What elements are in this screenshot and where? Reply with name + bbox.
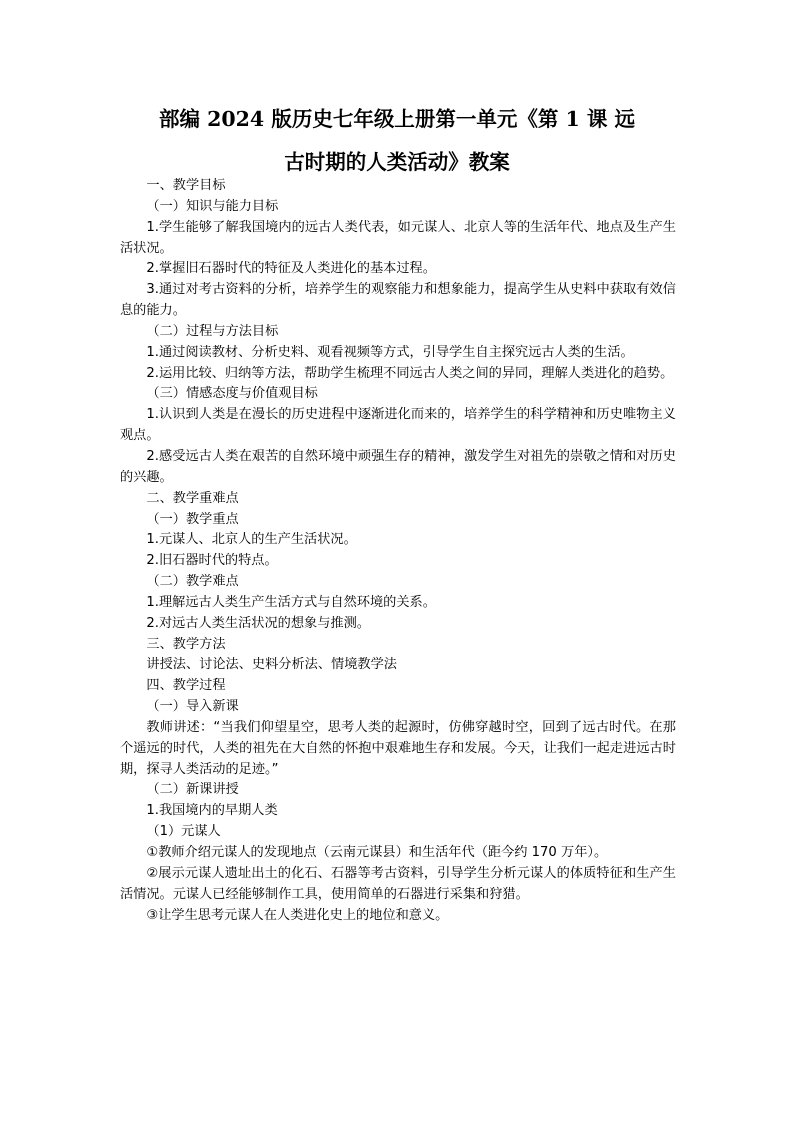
- paragraph: 教师讲述：“当我们仰望星空，思考人类的起源时，仿佛穿越时空，回到了远古时代。在那个遥远的时代，人类的祖先在大自然的怀抱中艰难地生存和发展。今天，让我们一起走进远古时期，探寻人类活动的足迹。”: [120, 719, 676, 777]
- paragraph: 1.认识到人类是在漫长的历史进程中逐渐进化而来的，培养学生的科学精神和历史唯物主义观点。: [120, 407, 676, 444]
- paragraph: 1.我国境内的早期人类: [146, 803, 278, 819]
- section-heading-key-points: 二、教学重难点: [146, 490, 239, 506]
- paragraph: 1.理解远古人类生产生活方式与自然环境的关系。: [146, 594, 436, 610]
- document-body: [120, 176, 676, 926]
- paragraph: 1.学生能够了解我国境内的远古人类代表，如元谋人、北京人等的生活年代、地点及生产生活状况。: [120, 219, 676, 256]
- paragraph: 2.对远古人类生活状况的想象与推测。: [146, 615, 370, 631]
- paragraph: 2.掌握旧石器时代的特征及人类进化的基本过程。: [146, 261, 436, 277]
- title-line-2: 古时期的人类活动》教案: [284, 150, 510, 174]
- subheading-process: （二）过程与方法目标: [146, 323, 279, 339]
- paragraph: ③让学生思考元谋人在人类进化史上的地位和意义。: [146, 907, 449, 923]
- paragraph: 2.感受远古人类在艰苦的自然环境中顽强生存的精神，激发学生对祖先的崇敬之情和对历史的兴趣。: [120, 448, 676, 485]
- paragraph: 3.通过对考古资料的分析，培养学生的观察能力和想象能力，提高学生从史料中获取有效信息的能力。: [120, 282, 676, 319]
- document-title: [115, 98, 679, 184]
- paragraph: 1.通过阅读教材、分析史料、观看视频等方式，引导学生自主探究远古人类的生活。: [146, 344, 634, 360]
- subheading-difficulties: （二）教学难点: [146, 574, 239, 590]
- subheading-key-points: （一）教学重点: [146, 511, 239, 527]
- subheading-knowledge: （一）知识与能力目标: [146, 198, 279, 214]
- paragraph: ①教师介绍元谋人的发现地点（云南元谋县）和生活年代（距今约 170 万年）。: [146, 845, 608, 860]
- subheading-introduction: （一）导入新课: [146, 699, 239, 715]
- paragraph: 2.运用比较、归纳等方法，帮助学生梳理不同远古人类之间的异同，理解人类进化的趋势。: [146, 365, 674, 381]
- paragraph: （1）元谋人: [146, 824, 221, 840]
- paragraph: 2.旧石器时代的特点。: [146, 553, 278, 569]
- section-heading-process: 四、教学过程: [146, 678, 226, 694]
- section-heading-objectives: 一、教学目标: [146, 178, 226, 193]
- section-heading-methods: 三、教学方法: [146, 636, 226, 652]
- subheading-new-lesson: （二）新课讲授: [146, 782, 239, 798]
- paragraph: ②展示元谋人遗址出土的化石、石器等考古资料，引导学生分析元谋人的体质特征和生产生活情况。元谋人已经能够制作工具，使用简单的石器进行采集和狩猎。: [120, 865, 676, 902]
- title-line-1: 部编 2024 版历史七年级上册第一单元《第 1 课 远: [158, 107, 635, 131]
- paragraph: 1.元谋人、北京人的生产生活状况。: [146, 532, 357, 548]
- subheading-values: （三）情感态度与价值观目标: [146, 386, 318, 402]
- paragraph: 讲授法、讨论法、史料分析法、情境教学法: [146, 657, 397, 673]
